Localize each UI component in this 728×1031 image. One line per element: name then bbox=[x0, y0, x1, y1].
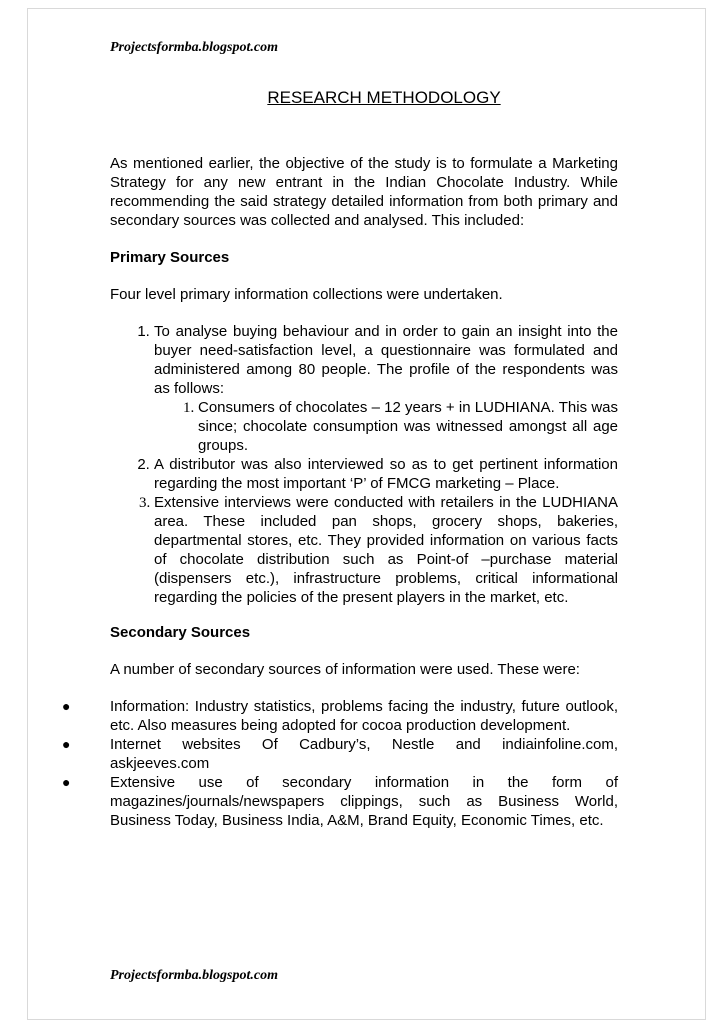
list-item: 2. A distributor was also interviewed so as to get pertinent information regarding the most important ‘P’ of FMCG marketing – Place. bbox=[154, 455, 618, 493]
bullet-icon: ● bbox=[62, 736, 71, 752]
list-item: 1. Consumers of chocolates – 12 years + in LUDHIANA. This was since; chocolate consumption was witnessed amongst all age groups. bbox=[198, 398, 618, 455]
page-header: Projectsformba.blogspot.com bbox=[110, 40, 278, 55]
page-title: RESEARCH METHODOLOGY bbox=[267, 88, 501, 107]
list-item: ● Internet websites Of Cadbury’s, Nestle and indiainfoline.com, askjeeves.com bbox=[62, 736, 618, 772]
document-body bbox=[62, 88, 618, 830]
secondary-sources-lead: A number of secondary sources of information were used. These were: bbox=[110, 661, 580, 678]
intro-paragraph: As mentioned earlier, the objective of the study is to formulate a Marketing Strategy for any new entrant in the Indian Chocolate Industry. While recommending the said strategy detailed information from both primary and secondary sources was collected and analysed. This included: bbox=[110, 155, 618, 229]
primary-sources-lead: Four level primary information collections were undertaken. bbox=[110, 286, 503, 303]
page-footer: Projectsformba.blogspot.com bbox=[110, 968, 278, 983]
list-item: ● Information: Industry statistics, problems facing the industry, future outlook, etc. Also measures being adopted for cocoa production development. bbox=[62, 698, 618, 734]
secondary-sources-list bbox=[62, 697, 618, 830]
list-item: 1. To analyse buying behaviour and in order to gain an insight into the buyer need-satisfaction level, a questionnaire was formulated and administered among 80 people. The profile of the respondents was as follows: 1. Consumers of chocolates – 12 years + in LUDHIANA. This was since; chocolate consumption was witnessed amongst all age groups. bbox=[154, 322, 618, 455]
primary-sources-list bbox=[110, 322, 618, 607]
list-item: ● Extensive use of secondary information in the form of magazines/journals/newspapers clippings, such as Business World, Business Today, Business India, A&M, Brand Equity, Economic Times, etc. bbox=[62, 774, 618, 829]
bullet-icon: ● bbox=[62, 698, 71, 714]
bullet-icon: ● bbox=[62, 774, 71, 790]
primary-sources-heading: Primary Sources bbox=[110, 249, 230, 266]
secondary-sources-heading: Secondary Sources bbox=[110, 624, 251, 641]
list-item: 3. Extensive interviews were conducted with retailers in the LUDHIANA area. These included pan shops, grocery shops, bakeries, departmental stores, etc. They provided information on various facts of chocolate distribution such as Point-of –purchase material (dispensers etc.), infrastructure problems, critical informational regarding the policies of the present players in the market, etc. bbox=[154, 493, 618, 607]
respondent-profile-list bbox=[154, 398, 618, 455]
